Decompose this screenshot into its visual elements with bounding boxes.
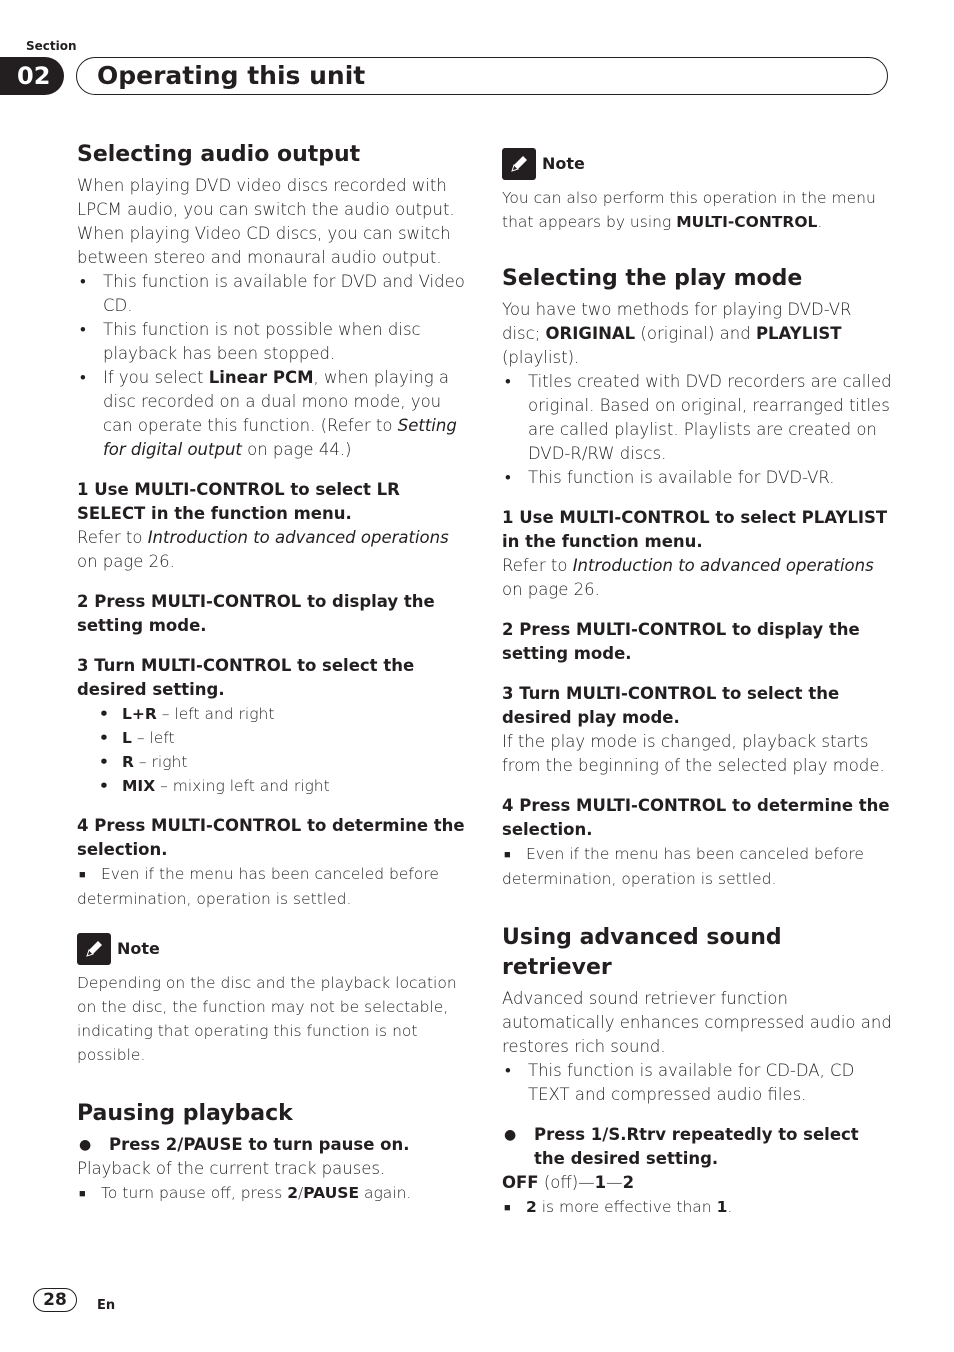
audio-step-4: 4 Press MULTI-CONTROL to determine the selection.: [77, 816, 465, 859]
heading-selecting-play-mode: Selecting the play mode: [502, 266, 803, 291]
play-step-1: 1 Use MULTI-CONTROL to select PLAYLIST in the function menu.: [502, 508, 888, 551]
section-number: 02: [17, 62, 51, 90]
note-text: You can also perform this operation in the menu that appears by using MULTI-CONTROL.: [502, 189, 876, 231]
section-label: Section: [26, 39, 77, 53]
note-label: Note: [117, 939, 160, 958]
play-step-4-note: ■ Even if the menu has been canceled before determination, operation is settled.: [502, 845, 864, 888]
pause-text: Playback of the current track pauses.: [77, 1159, 386, 1178]
square-bullet-icon: ■: [79, 868, 86, 881]
play-bullet-2: • This function is available for DVD-VR.: [502, 466, 892, 490]
play-step-3: 3 Turn MULTI-CONTROL to select the desired play mode.: [502, 684, 840, 727]
audio-step-1: 1 Use MULTI-CONTROL to select LR SELECT in the function menu.: [77, 480, 400, 523]
right-column: [502, 140, 892, 1220]
audio-bullet-3: • If you select Linear PCM, when playing a disc recorded on a dual mono mode, you can operate this function. (Refer to Setting for digital output on page 44.): [77, 366, 467, 462]
play-step-3-text: If the play mode is changed, playback starts from the beginning of the selected play mode.: [502, 732, 885, 775]
audio-bullet-2: • This function is not possible when disc playback has been stopped.: [77, 318, 467, 366]
play-intro: You have two methods for playing DVD-VR disc; ORIGINAL (original) and PLAYLIST (playlist).: [502, 300, 852, 367]
audio-step-2: 2 Press MULTI-CONTROL to display the setting mode.: [77, 592, 435, 635]
pause-step: ● Press 2/PAUSE to turn pause on.: [77, 1133, 467, 1157]
play-step-1-ref: Refer to Introduction to advanced operations on page 26.: [502, 556, 874, 599]
language-label: En: [97, 1298, 116, 1313]
audio-step-3: 3 Turn MULTI-CONTROL to select the desired setting.: [77, 656, 415, 699]
left-column: [77, 140, 467, 1206]
heading-pausing-playback: Pausing playback: [77, 1101, 293, 1126]
play-step-4: 4 Press MULTI-CONTROL to determine the selection.: [502, 796, 890, 839]
audio-bullet-1: • This function is available for DVD and Video CD.: [77, 270, 467, 318]
note-header: [502, 148, 892, 180]
pencil-icon: [77, 933, 111, 965]
heading-advanced-sound-retriever: Using advanced sound retriever: [502, 925, 782, 980]
audio-intro: When playing DVD video discs recorded with LPCM audio, you can switch the audio output. When playing Video CD discs, you can switch between stereo and monaural audio output.: [77, 176, 455, 267]
sound-intro: Advanced sound retriever function automatically enhances compressed audio and restores rich sound.: [502, 989, 892, 1056]
sound-step: ● Press 1/S.Rtrv repeatedly to select the desired setting.: [502, 1123, 892, 1171]
square-bullet-icon: ■: [79, 1187, 86, 1200]
note-label: Note: [542, 154, 585, 173]
pause-note: ■ To turn pause off, press 2/PAUSE again.: [77, 1181, 467, 1206]
note-text: Depending on the disc and the playback location on the disc, the function may not be selectable, indicating that operating this function is not possible.: [77, 974, 457, 1064]
option-r: • R – right: [77, 750, 467, 774]
audio-step-1-ref: Refer to Introduction to advanced operations on page 26.: [77, 528, 449, 571]
sound-note: ■ 2 is more effective than 1.: [502, 1195, 892, 1220]
sound-sequence: OFF (off)—1—2: [502, 1173, 635, 1192]
option-l: • L – left: [77, 726, 467, 750]
page-number: 28: [33, 1288, 77, 1312]
play-bullet-1: • Titles created with DVD recorders are called original. Based on original, rearranged titles are called playlist. Playlists are created on DVD-R/RW discs.: [502, 370, 892, 466]
square-bullet-icon: ■: [504, 848, 511, 861]
play-step-2: 2 Press MULTI-CONTROL to display the setting mode.: [502, 620, 860, 663]
option-lr: • L+R – left and right: [77, 702, 467, 726]
audio-step-4-note: ■ Even if the menu has been canceled before determination, operation is settled.: [77, 865, 439, 908]
pencil-icon: [502, 148, 536, 180]
heading-selecting-audio-output: Selecting audio output: [77, 142, 361, 167]
square-bullet-icon: ■: [504, 1201, 511, 1214]
option-mix: • MIX – mixing left and right: [77, 774, 467, 798]
section-number-badge: [0, 57, 64, 95]
sound-bullet: • This function is available for CD-DA, CD TEXT and compressed audio files.: [502, 1059, 892, 1107]
page-title: Operating this unit: [97, 61, 366, 90]
note-header: [77, 933, 467, 965]
